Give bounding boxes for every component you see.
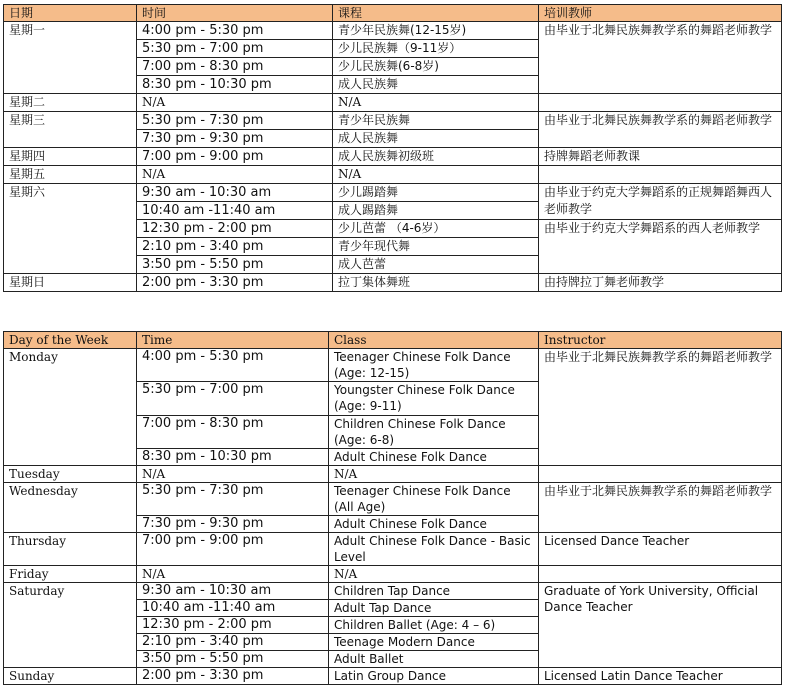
- class-cell: 青少年民族舞(12-15岁): [333, 22, 539, 40]
- day-sunday: Sunday: [4, 668, 137, 685]
- class-cell: Teenager Chinese Folk Dance (Age: 12-15): [329, 349, 539, 382]
- time-cell: N/A: [137, 94, 333, 112]
- time-cell: 8:30 pm - 10:30 pm: [137, 76, 333, 94]
- class-cell: N/A: [333, 166, 539, 184]
- class-cell: 成人踢踏舞: [333, 202, 539, 220]
- instructor-sunday: Licensed Latin Dance Teacher: [539, 668, 782, 685]
- time-cell: 7:30 pm - 9:30 pm: [137, 516, 329, 533]
- time-cell: 7:00 pm - 8:30 pm: [137, 416, 329, 449]
- header-instructor: Instructor: [539, 332, 782, 349]
- header-class: Class: [329, 332, 539, 349]
- table-row: [4, 94, 782, 112]
- english-schedule-table: [3, 331, 782, 685]
- time-cell: 3:50 pm - 5:50 pm: [137, 651, 329, 668]
- table-row: [4, 483, 782, 516]
- header-time: Time: [137, 332, 329, 349]
- header-day: Day of the Week: [4, 332, 137, 349]
- instructor-saturday: Graduate of York University, Official Dance Teacher: [539, 583, 782, 668]
- time-cell: 5:30 pm - 7:30 pm: [137, 112, 333, 130]
- time-cell: 7:00 pm - 9:00 pm: [137, 148, 333, 166]
- time-cell: 10:40 am -11:40 am: [137, 202, 333, 220]
- class-cell: Children Ballet (Age: 4 – 6): [329, 617, 539, 634]
- class-cell: Adult Ballet: [329, 651, 539, 668]
- time-cell: 3:50 pm - 5:50 pm: [137, 256, 333, 274]
- class-cell: Adult Chinese Folk Dance - Basic Level: [329, 533, 539, 566]
- class-cell: 青少年现代舞: [333, 238, 539, 256]
- table-row: [4, 668, 782, 685]
- day-friday: 星期五: [4, 166, 137, 184]
- table-row: [4, 274, 782, 292]
- header-day: 日期: [4, 5, 137, 22]
- time-cell: 2:00 pm - 3:30 pm: [137, 668, 329, 685]
- time-cell: 8:30 pm - 10:30 pm: [137, 449, 329, 466]
- table-row: [4, 533, 782, 566]
- day-monday: 星期一: [4, 22, 137, 94]
- table-row: [4, 166, 782, 184]
- day-sunday: 星期日: [4, 274, 137, 292]
- instructor-monday: 由毕业于北舞民族舞教学系的舞蹈老师教学: [539, 349, 782, 466]
- class-cell: Teenager Chinese Folk Dance (All Age): [329, 483, 539, 516]
- class-cell: Children Chinese Folk Dance (Age: 6-8): [329, 416, 539, 449]
- day-wednesday: Wednesday: [4, 483, 137, 533]
- time-cell: 4:00 pm - 5:30 pm: [137, 22, 333, 40]
- header-instructor: 培训教师: [539, 5, 782, 22]
- time-cell: N/A: [137, 166, 333, 184]
- class-cell: 少儿踢踏舞: [333, 184, 539, 202]
- time-cell: 12:30 pm - 2:00 pm: [137, 220, 333, 238]
- day-wednesday: 星期三: [4, 112, 137, 148]
- time-cell: 4:00 pm - 5:30 pm: [137, 349, 329, 382]
- time-cell: 9:30 am - 10:30 am: [137, 583, 329, 600]
- header-time: 时间: [137, 5, 333, 22]
- instructor-thursday: Licensed Dance Teacher: [539, 533, 782, 566]
- time-cell: 12:30 pm - 2:00 pm: [137, 617, 329, 634]
- table-row: [4, 566, 782, 583]
- time-cell: 2:10 pm - 3:40 pm: [137, 238, 333, 256]
- instructor-wednesday: 由毕业于北舞民族舞教学系的舞蹈老师教学: [539, 112, 782, 148]
- table-header-row: [4, 5, 782, 22]
- instructor-friday: [539, 166, 782, 184]
- time-cell: 5:30 pm - 7:30 pm: [137, 483, 329, 516]
- class-cell: Adult Chinese Folk Dance: [329, 449, 539, 466]
- time-cell: N/A: [137, 566, 329, 583]
- table-header-row: [4, 332, 782, 349]
- time-cell: 7:30 pm - 9:30 pm: [137, 130, 333, 148]
- chinese-schedule-table: [3, 4, 782, 292]
- class-cell: Youngster Chinese Folk Dance (Age: 9-11): [329, 382, 539, 416]
- class-cell: Adult Tap Dance: [329, 600, 539, 617]
- time-cell: 9:30 am - 10:30 am: [137, 184, 333, 202]
- class-cell: Teenage Modern Dance: [329, 634, 539, 651]
- day-saturday: 星期六: [4, 184, 137, 274]
- instructor-friday: [539, 566, 782, 583]
- table-row: [4, 349, 782, 382]
- time-cell: 2:00 pm - 3:30 pm: [137, 274, 333, 292]
- time-cell: 5:30 pm - 7:00 pm: [137, 40, 333, 58]
- class-cell: 少儿民族舞(6-8岁): [333, 58, 539, 76]
- day-tuesday: Tuesday: [4, 466, 137, 483]
- header-class: 课程: [333, 5, 539, 22]
- table-row: [4, 466, 782, 483]
- class-cell: Adult Chinese Folk Dance: [329, 516, 539, 533]
- instructor-tuesday: [539, 466, 782, 483]
- instructor-monday: 由毕业于北舞民族舞教学系的舞蹈老师教学: [539, 22, 782, 94]
- class-cell: 成人民族舞初级班: [333, 148, 539, 166]
- table-row: [4, 148, 782, 166]
- class-cell: 青少年民族舞: [333, 112, 539, 130]
- instructor-sunday: 由持牌拉丁舞老师教学: [539, 274, 782, 292]
- instructor-thursday: 持牌舞蹈老师教课: [539, 148, 782, 166]
- table-row: [4, 22, 782, 40]
- time-cell: 7:00 pm - 9:00 pm: [137, 533, 329, 566]
- time-cell: 7:00 pm - 8:30 pm: [137, 58, 333, 76]
- class-cell: N/A: [329, 566, 539, 583]
- instructor-saturday-tap: 由毕业于约克大学舞蹈系的正规舞蹈舞西人老师教学: [539, 184, 782, 220]
- class-cell: Latin Group Dance: [329, 668, 539, 685]
- class-cell: 成人民族舞: [333, 130, 539, 148]
- class-cell: N/A: [333, 94, 539, 112]
- table-row: [4, 112, 782, 130]
- day-monday: Monday: [4, 349, 137, 466]
- day-thursday: Thursday: [4, 533, 137, 566]
- class-cell: Children Tap Dance: [329, 583, 539, 600]
- time-cell: 10:40 am -11:40 am: [137, 600, 329, 617]
- class-cell: 成人芭蕾: [333, 256, 539, 274]
- class-cell: 少儿芭蕾 （4-6岁）: [333, 220, 539, 238]
- table-row: [4, 583, 782, 600]
- class-cell: 拉丁集体舞班: [333, 274, 539, 292]
- class-cell: N/A: [329, 466, 539, 483]
- day-saturday: Saturday: [4, 583, 137, 668]
- day-tuesday: 星期二: [4, 94, 137, 112]
- day-friday: Friday: [4, 566, 137, 583]
- time-cell: 5:30 pm - 7:00 pm: [137, 382, 329, 416]
- class-cell: 少儿民族舞（9-11岁）: [333, 40, 539, 58]
- time-cell: 2:10 pm - 3:40 pm: [137, 634, 329, 651]
- instructor-tuesday: [539, 94, 782, 112]
- table-row: [4, 184, 782, 202]
- instructor-saturday-ballet: 由毕业于约克大学舞蹈系的西人老师教学: [539, 220, 782, 274]
- time-cell: N/A: [137, 466, 329, 483]
- instructor-wednesday: 由毕业于北舞民族舞教学系的舞蹈老师教学: [539, 483, 782, 533]
- class-cell: 成人民族舞: [333, 76, 539, 94]
- day-thursday: 星期四: [4, 148, 137, 166]
